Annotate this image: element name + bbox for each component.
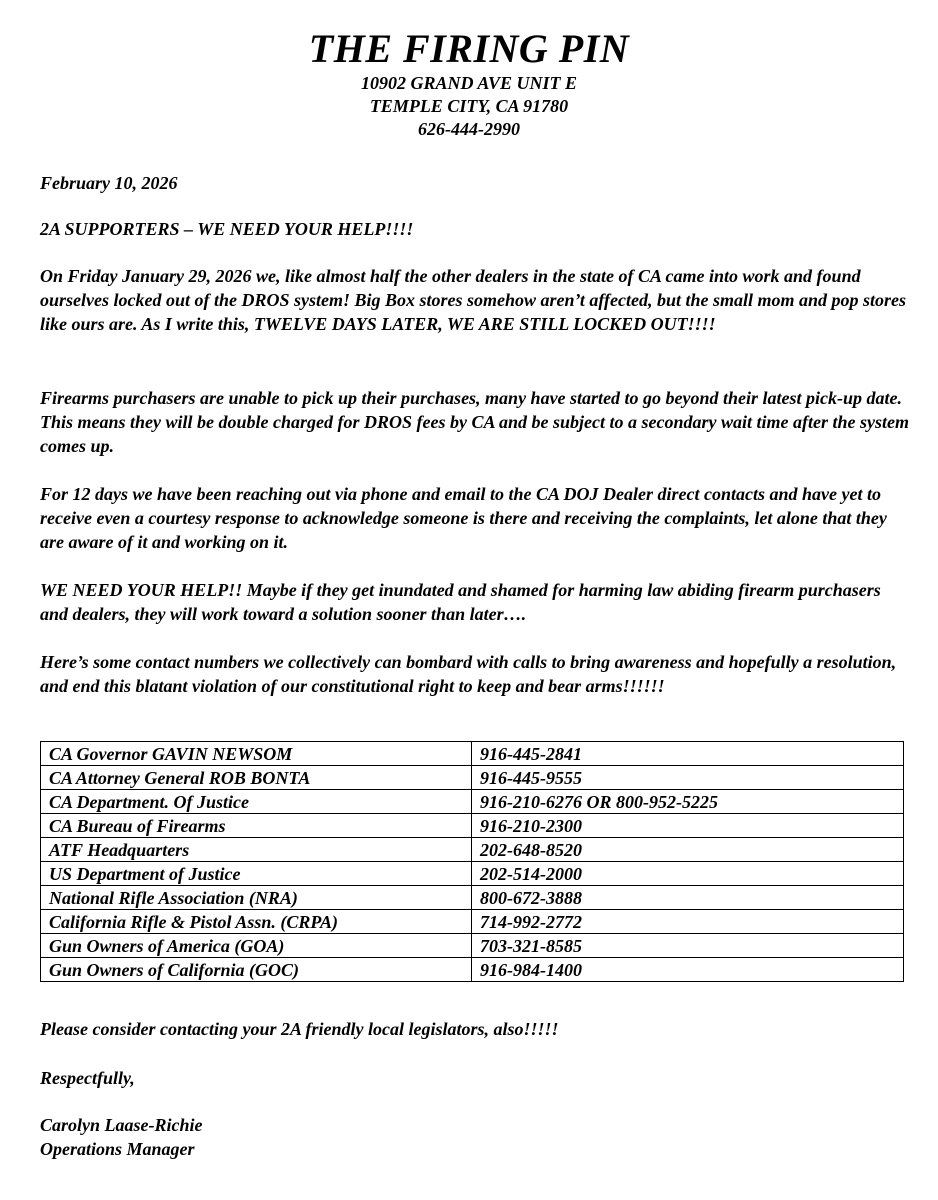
contact-phone: 202-514-2000: [472, 862, 904, 886]
letter-date: February 10, 2026: [40, 173, 178, 193]
table-row: [41, 838, 904, 862]
signer-name: Carolyn Laase-Richie: [40, 1115, 203, 1135]
table-row: [41, 886, 904, 910]
contact-phone: 800-672-3888: [472, 886, 904, 910]
table-row: [41, 934, 904, 958]
contact-phone: 916-445-2841: [472, 742, 904, 766]
paragraph-text: WE NEED YOUR HELP!! Maybe if they get inundated and shamed for harming law abiding firearm purchasers and dealers, they will work toward a solution sooner than later….: [40, 580, 881, 624]
address-line-1: 10902 GRAND AVE UNIT E: [360, 73, 578, 93]
table-row: [41, 862, 904, 886]
signature-block: [40, 1113, 910, 1161]
table-row: [41, 790, 904, 814]
letter-headline: 2A SUPPORTERS – WE NEED YOUR HELP!!!!: [40, 219, 414, 239]
paragraph-help: [40, 578, 910, 626]
paragraph-text: On Friday January 29, 2026 we, like almost half the other dealers in the state of CA came into work and found ourselves locked out of the DROS system! Big Box stores somehow aren’t affected, but the small mom and pop stores like ours are. As I write this, TWELVE DAYS LATER, WE ARE STILL LOCKED OUT!!!!: [40, 266, 907, 334]
paragraph-text: Here’s some contact numbers we collectively can bombard with calls to bring awareness and hopefully a resolution, and end this blatant violation of our constitutional right to keep and bear arms!!!!!!: [40, 652, 897, 696]
paragraph-text: Firearms purchasers are unable to pick up their purchases, many have started to go beyond their latest pick-up date. This means they will be double charged for DROS fees by CA and be subject to a secondary wait time after the system comes up.: [40, 388, 909, 456]
paragraph-contacts-intro: [40, 650, 910, 698]
contact-phone: 916-984-1400: [472, 958, 904, 982]
paragraph-text: For 12 days we have been reaching out via phone and email to the CA DOJ Dealer direct contacts and have yet to receive even a courtesy response to acknowledge someone is there and receiving the complaints, let alone that they are aware of it and working on it.: [40, 484, 887, 552]
table-row: [41, 958, 904, 982]
paragraph-purchasers: [40, 386, 910, 458]
contact-phone: 916-210-2300: [472, 814, 904, 838]
contact-phone: 202-648-8520: [472, 838, 904, 862]
contact-name: CA Attorney General ROB BONTA: [41, 766, 472, 790]
contact-name: National Rifle Association (NRA): [41, 886, 472, 910]
signer-title: Operations Manager: [40, 1139, 195, 1159]
contact-name: CA Governor GAVIN NEWSOM: [41, 742, 472, 766]
letterhead: [0, 26, 938, 141]
contact-phone: 703-321-8585: [472, 934, 904, 958]
contact-name: Gun Owners of America (GOA): [41, 934, 472, 958]
business-phone: 626-444-2990: [418, 119, 520, 139]
contact-name: CA Bureau of Firearms: [41, 814, 472, 838]
valediction: Respectfully,: [40, 1068, 135, 1088]
closing-note: Please consider contacting your 2A friendly local legislators, also!!!!!: [40, 1019, 559, 1039]
contact-name: CA Department. Of Justice: [41, 790, 472, 814]
contact-name: Gun Owners of California (GOC): [41, 958, 472, 982]
contact-phone: 916-445-9555: [472, 766, 904, 790]
address-line-2: TEMPLE CITY, CA 91780: [369, 96, 569, 116]
table-row: [41, 742, 904, 766]
contact-name: California Rifle & Pistol Assn. (CRPA): [41, 910, 472, 934]
paragraph-outreach: [40, 482, 910, 554]
contact-phone: 916-210-6276 OR 800-952-5225: [472, 790, 904, 814]
contact-name: US Department of Justice: [41, 862, 472, 886]
contacts-table: [40, 741, 904, 982]
contact-phone: 714-992-2772: [472, 910, 904, 934]
contact-name: ATF Headquarters: [41, 838, 472, 862]
business-name: THE FIRING PIN: [308, 26, 630, 71]
table-row: [41, 766, 904, 790]
table-row: [41, 814, 904, 838]
table-row: [41, 910, 904, 934]
paragraph-lockout: [40, 264, 910, 336]
